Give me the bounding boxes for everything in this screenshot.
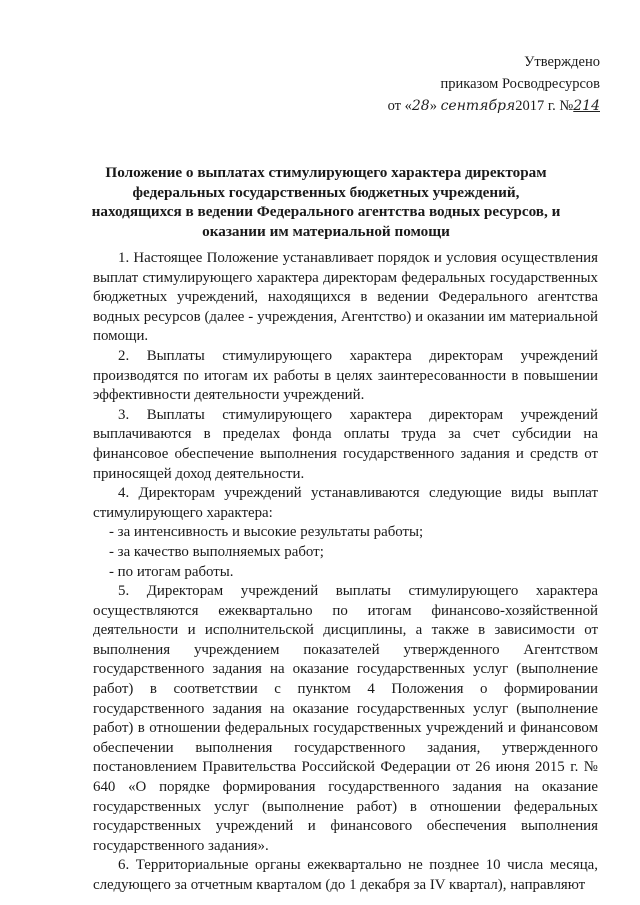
handwritten-month: сентября: [440, 98, 516, 114]
paragraph-3: 3. Выплаты стимулирующего характера директорам учреждений выплачиваются в пределах фонда оплаты труда за счет субсидии на финансовое обеспечение выполнения государственного задания и средств от приносящей доход деятельности.: [93, 406, 598, 482]
paragraph-1: 1. Настоящее Положение устанавливает порядок и условия осуществления выплат стимулирующего характера директорам федеральных государственных бюджетных учреждений, находящихся в ведении Федерального агентства водных ресурсов (далее - учреждения, Агентство) и оказании им материальной помощи.: [93, 250, 598, 345]
approval-date-line: [360, 95, 600, 117]
approval-line-approved: Утверждено: [524, 54, 600, 70]
approval-line-order: приказом Росводресурсов: [440, 76, 600, 92]
date-mid: »: [429, 98, 441, 114]
paragraph-4: 4. Директорам учреждений устанавливаются следующие виды выплат стимулирующего характера:: [93, 485, 598, 521]
document-body: [93, 249, 598, 896]
handwritten-day: 28: [411, 98, 430, 114]
paragraph-6: 6. Территориальные органы ежеквартально не позднее 10 числа месяца, следующего за отчетным кварталом (до 1 декабря за IV квартал), направляют: [93, 857, 598, 893]
date-prefix: от «: [387, 98, 412, 114]
paragraph-5: 5. Директорам учреждений выплаты стимулирующего характера осуществляются ежеквартально по итогам финансово-хозяйственной деятельности и исполнительской дисциплины, а также в зависимости от выполнения учреждением показателей утвержденного Агентством государственного задания на оказание государственных услуг (выполнение работ) в соответствии с пунктом 4 Положения о формировании государственного задания на оказание государственных услуг (выполнение работ) в отношении федеральных государственных учреждений и финансовом обеспечении выполнения государственного задания, утвержденного постановлением Правительства Российской Федерации от 26 июня 2015 г. № 640 «О порядке формирования государственного задания на оказание государственных услуг (выполнение работ) в отношении федеральных государственных учреждений и финансового обеспечения выполнения государственного задания».: [93, 583, 598, 854]
handwritten-order-number: 214: [573, 98, 600, 114]
date-year: 2017 г. №: [515, 98, 574, 114]
list-item: - за интенсивность и высокие результаты работы;: [109, 524, 424, 541]
list-item: - за качество выполняемых работ;: [109, 543, 324, 560]
approval-stamp: [360, 51, 600, 117]
list-item: - по итогам работы.: [109, 563, 234, 580]
document-title: Положение о выплатах стимулирующего характера директорам федеральных государственных бюджетных учреждений, находящихся в ведении Федерального агентства водных ресурсов, и оказании им материальной помощи: [91, 164, 561, 240]
paragraph-2: 2. Выплаты стимулирующего характера директорам учреждений производятся по итогам их работы в целях заинтересованности в повышении эффективности деятельности учреждений.: [93, 347, 598, 404]
